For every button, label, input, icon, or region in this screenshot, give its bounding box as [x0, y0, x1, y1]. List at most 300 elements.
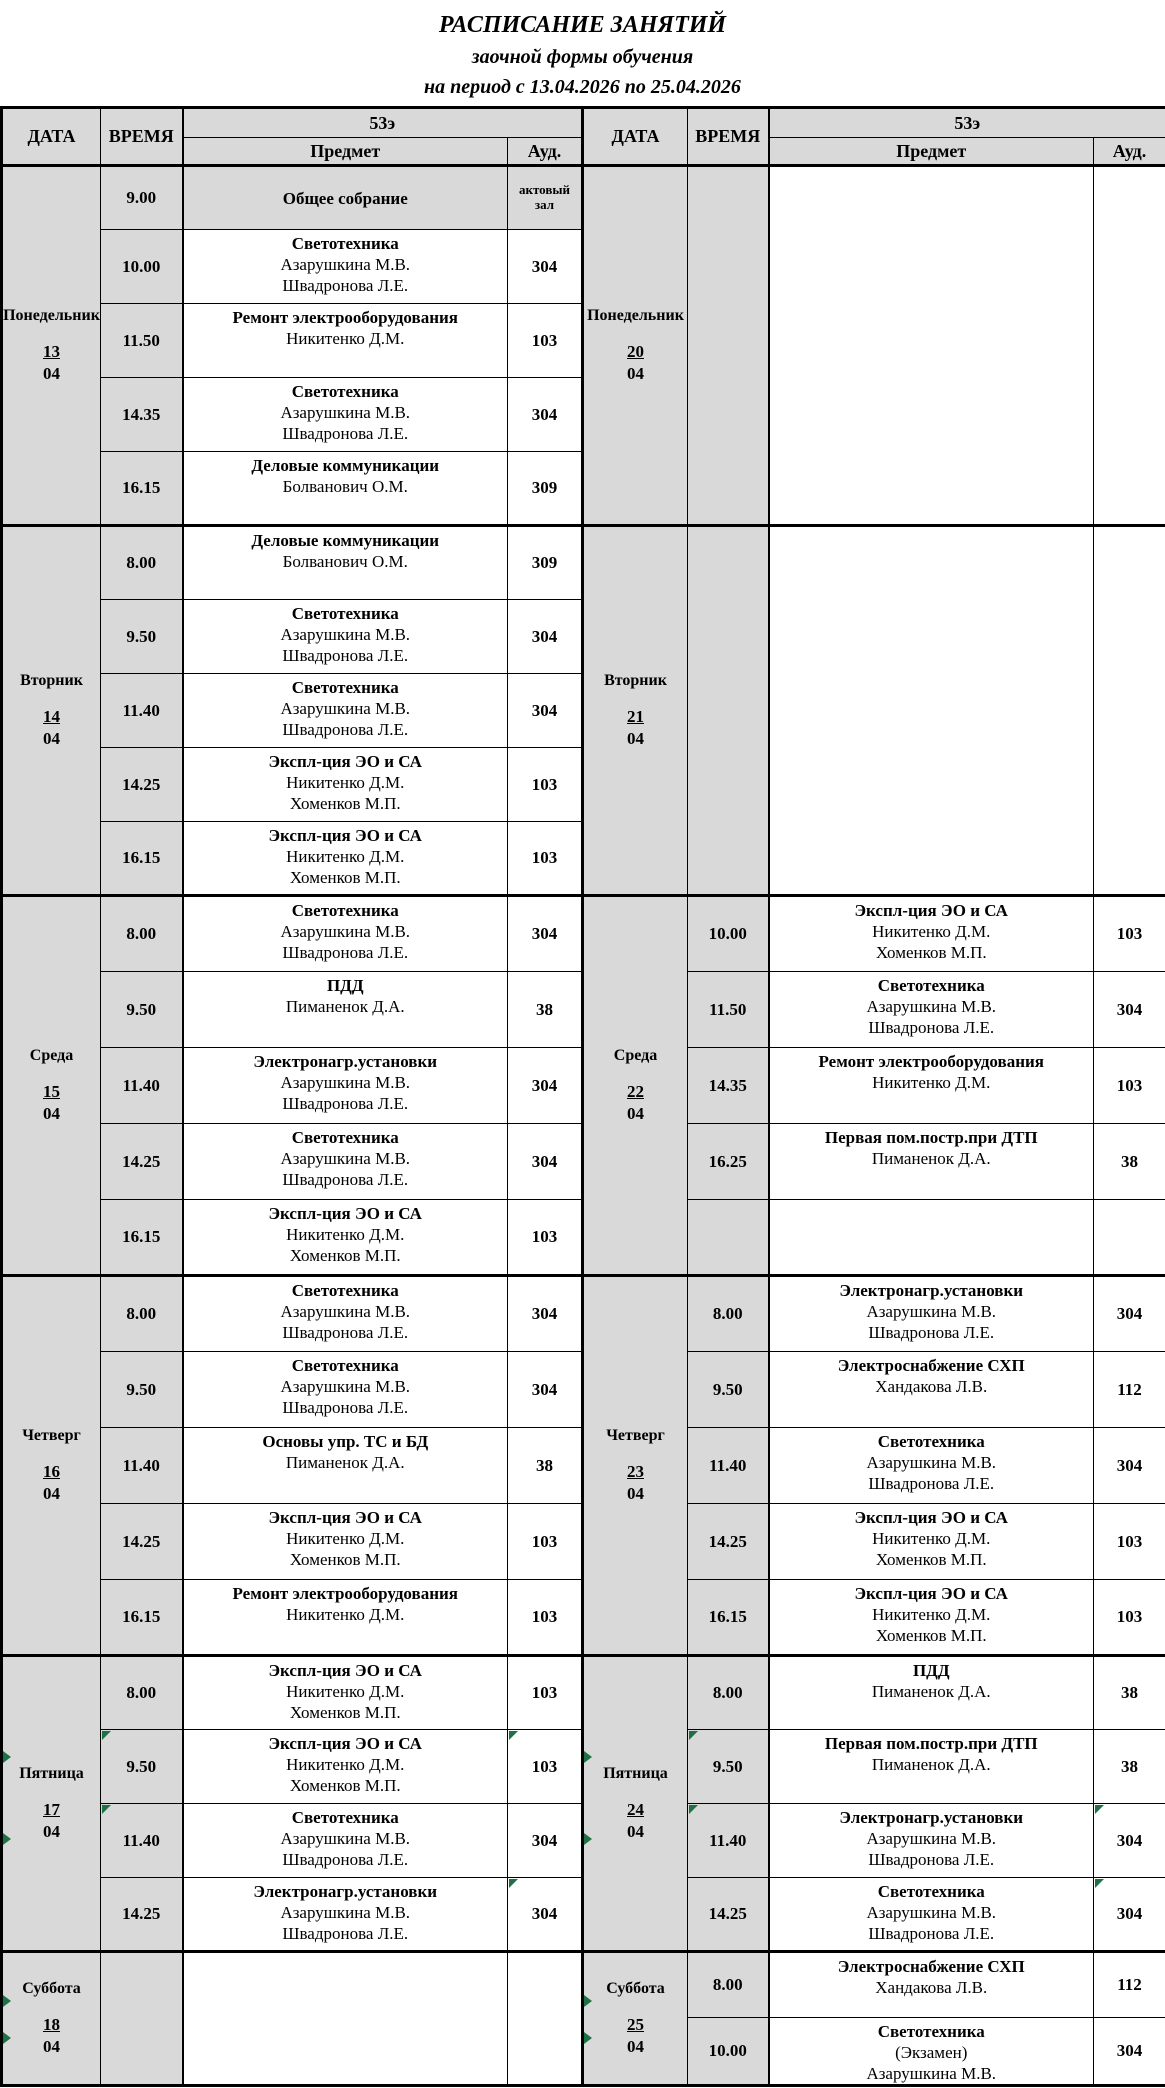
aud-cell	[508, 304, 583, 378]
aud-cell	[1094, 896, 1165, 972]
subject-cell	[183, 822, 508, 896]
teacher-name: Хоменков М.П.	[875, 1550, 987, 1569]
time-cell: 16.15	[101, 1200, 183, 1276]
time-cell	[688, 1200, 769, 1276]
teacher-name: Болванович О.М.	[282, 477, 408, 496]
header-group-right: 53э	[769, 108, 1165, 138]
day-name: Суббота	[606, 1980, 665, 1997]
room-number: 304	[531, 404, 558, 424]
day-name: Вторник	[604, 672, 667, 689]
subject-cell	[183, 1124, 508, 1200]
teacher-name: Пиманенок Д.А.	[871, 1149, 991, 1168]
subject-title: Экспл-ция ЭО и СА	[268, 1734, 422, 1753]
time-cell: 9.50	[101, 1352, 183, 1428]
subject-title: Светотехника	[291, 234, 399, 253]
subject-cell	[769, 1656, 1094, 1730]
room-number: 304	[531, 1904, 558, 1923]
day-month: 04	[627, 1484, 644, 1503]
subject-title: Экспл-ция ЭО и СА	[268, 1508, 422, 1527]
subject-cell	[769, 2018, 1094, 2086]
aud-cell	[508, 1730, 583, 1804]
teacher-name: Пиманенок Д.А.	[871, 1755, 991, 1774]
time-cell	[101, 1952, 183, 2086]
teacher-name: Болванович О.М.	[282, 552, 408, 571]
subject-title: ПДД	[326, 976, 364, 995]
aud-cell	[1094, 1276, 1165, 1352]
header-subject-right: Предмет	[769, 138, 1094, 166]
subject-cell	[183, 600, 508, 674]
room-number: 304	[1116, 1455, 1143, 1475]
room-number: 304	[531, 256, 558, 276]
schedule-row	[2, 896, 1165, 972]
schedule-row	[2, 1276, 1165, 1352]
teacher-name: (Экзамен)	[895, 2043, 968, 2062]
teacher-name: Швадронова Л.Е.	[282, 1323, 409, 1342]
time-cell: 11.40	[101, 1804, 183, 1878]
room-number: 304	[1116, 1830, 1143, 1850]
subject-title: Светотехника	[877, 2022, 985, 2041]
schedule-period: на период с 13.04.2026 по 25.04.2026	[424, 76, 741, 98]
aud-cell	[1094, 1952, 1165, 2018]
room-number: 103	[531, 1683, 558, 1702]
teacher-name: Азарушкина М.В.	[280, 625, 411, 644]
day-name: Понедельник	[3, 307, 100, 324]
day-number: 17	[43, 1800, 60, 1819]
comment-marker-icon	[102, 1731, 111, 1740]
teacher-name: Никитенко Д.М.	[286, 329, 405, 348]
subject-title: Первая пом.постр.при ДТП	[824, 1734, 1038, 1753]
aud-cell	[508, 1656, 583, 1730]
date-cell	[2, 166, 101, 526]
teacher-name: Азарушкина М.В.	[280, 922, 411, 941]
room-number: 103	[1116, 1531, 1143, 1551]
comment-marker-icon	[102, 1805, 111, 1814]
teacher-name: Хандакова Л.В.	[875, 1978, 988, 1997]
time-cell: 16.15	[101, 452, 183, 526]
subject-cell	[183, 166, 508, 230]
room-number: 304	[531, 1304, 558, 1323]
time-cell: 14.25	[101, 1504, 183, 1580]
page-subtitle: заочной формы обучения	[471, 46, 694, 68]
subject-cell	[183, 1276, 508, 1352]
day-name: Пятница	[603, 1765, 668, 1782]
aud-cell	[508, 896, 583, 972]
subject-cell	[769, 1200, 1094, 1276]
time-cell: 9.50	[101, 1730, 183, 1804]
room-number: 38	[536, 1455, 553, 1475]
room-number: 112	[1117, 1379, 1142, 1399]
subject-cell	[769, 1276, 1094, 1352]
teacher-name: Пиманенок Д.А.	[871, 1682, 991, 1701]
subject-title: Ремонт электрооборудования	[818, 1052, 1044, 1071]
aud-cell	[508, 1352, 583, 1428]
date-cell	[2, 1952, 101, 2086]
aud-cell	[508, 1804, 583, 1878]
room-number: 38	[536, 999, 553, 1019]
subject-cell	[769, 1048, 1094, 1124]
room-number: 112	[1117, 1975, 1142, 1994]
subject-cell	[769, 1804, 1094, 1878]
subject-title: Ремонт электрооборудования	[232, 1584, 458, 1603]
header-aud-left: Ауд.	[508, 138, 583, 166]
comment-marker-icon	[689, 1805, 698, 1814]
day-month: 04	[627, 1822, 644, 1841]
time-cell: 10.00	[688, 896, 769, 972]
date-cell	[2, 1276, 101, 1656]
subject-title: Светотехника	[291, 604, 399, 623]
subject-cell	[183, 972, 508, 1048]
teacher-name: Хандакова Л.В.	[875, 1377, 988, 1396]
date-cell	[2, 896, 101, 1276]
teacher-name: Хоменков М.П.	[289, 1246, 401, 1265]
time-cell: 8.00	[101, 1656, 183, 1730]
day-name: Суббота	[22, 1980, 81, 1997]
subject-cell	[769, 1504, 1094, 1580]
aud-cell	[1094, 526, 1165, 896]
room-number: 309	[531, 478, 558, 497]
teacher-name: Азарушкина М.В.	[866, 1453, 997, 1472]
comment-marker-icon	[509, 1879, 518, 1888]
aud-cell	[508, 378, 583, 452]
comment-marker-icon	[584, 2032, 592, 2044]
document-header	[0, 0, 1165, 102]
day-number: 14	[43, 707, 60, 726]
subject-title: Первая пом.постр.при ДТП	[824, 1128, 1038, 1147]
subject-title: Светотехника	[877, 1432, 985, 1451]
table-header	[2, 108, 1165, 166]
teacher-name: Никитенко Д.М.	[872, 1529, 991, 1548]
time-cell: 8.00	[688, 1656, 769, 1730]
subject-cell	[183, 452, 508, 526]
subject-cell	[183, 1656, 508, 1730]
room-number: 304	[531, 700, 558, 720]
day-number: 18	[43, 2015, 60, 2034]
day-month: 04	[43, 2037, 60, 2056]
subject-cell	[183, 526, 508, 600]
teacher-name: Хоменков М.П.	[289, 1550, 401, 1569]
aud-cell	[508, 526, 583, 600]
time-cell	[688, 166, 769, 526]
subject-title: Электроснабжение СХП	[837, 1957, 1025, 1976]
teacher-name: Азарушкина М.В.	[280, 403, 411, 422]
teacher-name: Никитенко Д.М.	[286, 847, 405, 866]
room-number: 103	[531, 848, 558, 867]
room-number: 38	[1121, 1683, 1138, 1702]
subject-title: Светотехника	[291, 1356, 399, 1375]
comment-marker-icon	[689, 1731, 698, 1740]
comment-marker-icon	[1095, 1879, 1104, 1888]
aud-cell	[508, 822, 583, 896]
teacher-name: Швадронова Л.Е.	[282, 276, 409, 295]
date-cell	[583, 1276, 688, 1656]
teacher-name: Швадронова Л.Е.	[282, 1850, 409, 1869]
aud-cell	[508, 600, 583, 674]
teacher-name: Никитенко Д.М.	[286, 1755, 405, 1774]
subject-title: Светотехника	[291, 678, 399, 697]
aud-cell	[1094, 1124, 1165, 1200]
aud-cell	[1094, 1504, 1165, 1580]
aud-cell	[1094, 1428, 1165, 1504]
aud-cell	[508, 674, 583, 748]
subject-title: ПДД	[912, 1661, 950, 1680]
teacher-name: Хоменков М.П.	[875, 943, 987, 962]
aud-cell	[508, 1878, 583, 1952]
subject-cell	[183, 1804, 508, 1878]
day-number: 16	[43, 1462, 60, 1481]
day-name: Четверг	[606, 1427, 665, 1444]
subject-title: Экспл-ция ЭО и СА	[854, 1584, 1008, 1603]
time-cell: 9.50	[688, 1730, 769, 1804]
time-cell: 16.15	[101, 822, 183, 896]
comment-marker-icon	[1095, 1805, 1104, 1814]
aud-cell	[1094, 1200, 1165, 1276]
header-time-left: ВРЕМЯ	[101, 108, 183, 166]
schedule-row	[2, 166, 1165, 230]
teacher-name: Швадронова Л.Е.	[868, 1474, 995, 1493]
time-cell: 14.25	[101, 748, 183, 822]
room-number: 304	[531, 1830, 558, 1850]
time-cell: 16.25	[688, 1124, 769, 1200]
day-month: 04	[43, 1104, 60, 1123]
aud-cell	[1094, 1352, 1165, 1428]
aud-cell	[1094, 972, 1165, 1048]
day-number: 25	[627, 2015, 644, 2034]
time-cell: 14.25	[688, 1504, 769, 1580]
comment-marker-icon	[584, 1833, 592, 1845]
room-number: 38	[1121, 1151, 1138, 1171]
room-number: 103	[531, 1756, 558, 1776]
teacher-name: Никитенко Д.М.	[286, 1605, 405, 1624]
subject-cell	[769, 1952, 1094, 2018]
time-cell: 11.40	[101, 674, 183, 748]
teacher-name: Никитенко Д.М.	[872, 922, 991, 941]
teacher-name: Азарушкина М.В.	[866, 1903, 997, 1922]
subject-cell	[183, 674, 508, 748]
aud-cell	[508, 1580, 583, 1656]
room-number: 103	[531, 330, 558, 350]
teacher-name: Швадронова Л.Е.	[868, 1323, 995, 1342]
subject-title: Деловые коммуникации	[251, 531, 440, 550]
teacher-name: Азарушкина М.В.	[280, 1149, 411, 1168]
time-cell: 8.00	[101, 526, 183, 600]
teacher-name: Швадронова Л.Е.	[868, 1924, 995, 1943]
teacher-name: Швадронова Л.Е.	[282, 720, 409, 739]
comment-marker-icon	[509, 1731, 518, 1740]
page-title: РАСПИСАНИЕ ЗАНЯТИЙ	[438, 12, 727, 38]
subject-title: Светотехника	[877, 976, 985, 995]
room-number: 38	[1121, 1756, 1138, 1776]
comment-marker-icon	[584, 1995, 592, 2007]
subject-title: Светотехника	[291, 1281, 399, 1300]
teacher-name: Хоменков М.П.	[289, 794, 401, 813]
day-number: 21	[627, 707, 644, 726]
day-month: 04	[43, 1822, 60, 1841]
aud-cell	[508, 1276, 583, 1352]
teacher-name: Швадронова Л.Е.	[282, 424, 409, 443]
day-month: 04	[43, 364, 60, 383]
subject-cell	[769, 1428, 1094, 1504]
time-cell: 9.50	[101, 600, 183, 674]
subject-title: Экспл-ция ЭО и СА	[268, 752, 422, 771]
teacher-name: Никитенко Д.М.	[872, 1073, 991, 1092]
day-name: Вторник	[20, 672, 83, 689]
time-cell: 9.50	[101, 972, 183, 1048]
teacher-name: Хоменков М.П.	[875, 1626, 987, 1645]
day-number: 23	[627, 1462, 644, 1481]
comment-marker-icon	[3, 1995, 11, 2007]
day-month: 04	[627, 2037, 644, 2056]
day-month: 04	[627, 1104, 644, 1123]
subject-cell	[183, 1504, 508, 1580]
aud-cell	[508, 452, 583, 526]
subject-title: Электронагр.установки	[839, 1281, 1024, 1300]
time-cell: 14.25	[101, 1878, 183, 1952]
subject-cell	[183, 1952, 508, 2086]
subject-title: Электроснабжение СХП	[837, 1356, 1025, 1375]
subject-title: Экспл-ция ЭО и СА	[268, 826, 422, 845]
room-number: 103	[1116, 1075, 1143, 1095]
teacher-name: Хоменков М.П.	[289, 1776, 401, 1795]
time-cell: 11.40	[101, 1048, 183, 1124]
teacher-name: Швадронова Л.Е.	[868, 1018, 995, 1037]
aud-cell	[1094, 166, 1165, 526]
day-number: 20	[627, 342, 644, 361]
aud-cell	[508, 1200, 583, 1276]
room-number: 304	[1116, 1904, 1143, 1923]
time-cell: 14.35	[688, 1048, 769, 1124]
subject-cell	[183, 1048, 508, 1124]
time-cell: 14.35	[101, 378, 183, 452]
teacher-name: Азарушкина М.В.	[280, 1302, 411, 1321]
aud-cell	[1094, 2018, 1165, 2086]
subject-cell	[769, 1124, 1094, 1200]
header-aud-right: Ауд.	[1094, 138, 1165, 166]
aud-cell	[1094, 1580, 1165, 1656]
schedule-table	[0, 106, 1165, 2087]
teacher-name: Азарушкина М.В.	[280, 1073, 411, 1092]
room-number: 304	[531, 1379, 558, 1399]
day-name: Среда	[613, 1047, 658, 1064]
subject-title: Основы упр. ТС и БД	[262, 1432, 429, 1451]
aud-cell	[508, 1124, 583, 1200]
subject-title: Электронагр.установки	[253, 1882, 438, 1901]
room-number: 103	[531, 1227, 558, 1246]
schedule-row	[2, 1952, 1165, 2018]
subject-title: Общее собрание	[282, 188, 408, 208]
subject-title: Деловые коммуникации	[251, 456, 440, 475]
teacher-name: Азарушкина М.В.	[866, 1829, 997, 1848]
schedule-row	[2, 1656, 1165, 1730]
aud-cell	[508, 1504, 583, 1580]
subject-cell	[769, 166, 1094, 526]
aud-cell	[1094, 1656, 1165, 1730]
time-cell: 9.00	[101, 166, 183, 230]
aud-cell	[1094, 1878, 1165, 1952]
day-number: 24	[627, 1800, 644, 1819]
teacher-name: Пиманенок Д.А.	[285, 1453, 405, 1472]
teacher-name: Азарушкина М.В.	[280, 1377, 411, 1396]
room-number: 304	[531, 626, 558, 646]
room-number: 304	[1116, 2041, 1143, 2060]
date-cell	[2, 526, 101, 896]
subject-cell	[769, 526, 1094, 896]
aud-cell	[508, 230, 583, 304]
subject-cell	[769, 972, 1094, 1048]
room-number: 304	[1116, 1304, 1143, 1323]
teacher-name: Никитенко Д.М.	[286, 773, 405, 792]
teacher-name: Азарушкина М.В.	[866, 2064, 997, 2083]
aud-cell	[508, 748, 583, 822]
teacher-name: Никитенко Д.М.	[286, 1529, 405, 1548]
day-month: 04	[43, 1484, 60, 1503]
aud-cell	[508, 972, 583, 1048]
teacher-name: Швадронова Л.Е.	[282, 646, 409, 665]
subject-cell	[769, 1580, 1094, 1656]
aud-cell	[508, 1428, 583, 1504]
subject-title: Светотехника	[291, 901, 399, 920]
subject-title: Светотехника	[291, 382, 399, 401]
comment-marker-icon	[584, 1751, 592, 1763]
teacher-name: Хоменков М.П.	[289, 1703, 401, 1722]
room-number: 103	[1116, 1607, 1143, 1626]
subject-title: Светотехника	[291, 1808, 399, 1827]
teacher-name: Азарушкина М.В.	[280, 1829, 411, 1848]
time-cell: 8.00	[101, 896, 183, 972]
subject-title: Экспл-ция ЭО и СА	[268, 1204, 422, 1223]
subject-cell	[183, 1878, 508, 1952]
time-cell	[688, 526, 769, 896]
teacher-name: Швадронова Л.Е.	[282, 1924, 409, 1943]
subject-cell	[183, 896, 508, 972]
subject-cell	[183, 378, 508, 452]
teacher-name: Никитенко Д.М.	[872, 1605, 991, 1624]
room-number: актовый зал	[518, 182, 571, 212]
time-cell: 11.50	[688, 972, 769, 1048]
time-cell: 11.40	[688, 1804, 769, 1878]
room-number: 309	[531, 553, 558, 572]
subject-cell	[183, 1428, 508, 1504]
time-cell: 14.25	[101, 1124, 183, 1200]
header-subject-left: Предмет	[183, 138, 508, 166]
subject-title: Ремонт электрооборудования	[232, 308, 458, 327]
day-name: Среда	[29, 1047, 74, 1064]
time-cell: 10.00	[101, 230, 183, 304]
date-cell	[583, 166, 688, 526]
subject-cell	[183, 230, 508, 304]
teacher-name: Азарушкина М.В.	[280, 255, 411, 274]
subject-title: Электронагр.установки	[253, 1052, 438, 1071]
subject-cell	[769, 1730, 1094, 1804]
day-name: Четверг	[22, 1427, 81, 1444]
header-date-left: ДАТА	[2, 108, 101, 166]
date-cell	[583, 526, 688, 896]
teacher-name: Швадронова Л.Е.	[282, 1170, 409, 1189]
subject-cell	[183, 1200, 508, 1276]
teacher-name: Швадронова Л.Е.	[282, 1398, 409, 1417]
room-number: 304	[1116, 999, 1143, 1019]
teacher-name: Никитенко Д.М.	[286, 1225, 405, 1244]
subject-cell	[183, 1730, 508, 1804]
time-cell: 16.15	[101, 1580, 183, 1656]
teacher-name: Швадронова Л.Е.	[282, 1094, 409, 1113]
time-cell: 9.50	[688, 1352, 769, 1428]
header-date-right: ДАТА	[583, 108, 688, 166]
schedule-body	[2, 166, 1165, 2086]
date-cell	[2, 1656, 101, 1952]
aud-cell	[1094, 1804, 1165, 1878]
subject-title: Светотехника	[291, 1128, 399, 1147]
header-time-right: ВРЕМЯ	[688, 108, 769, 166]
